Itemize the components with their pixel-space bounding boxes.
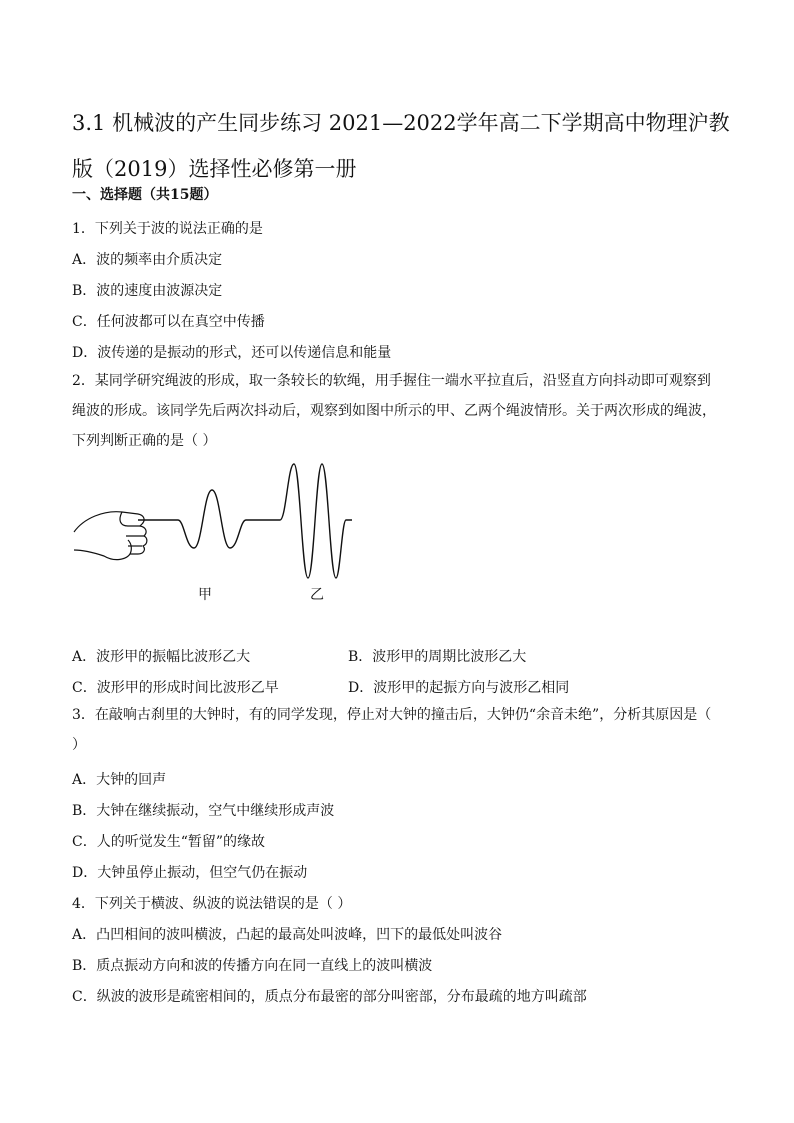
q2-option-a: A．波形甲的振幅比波形乙大 xyxy=(72,649,251,665)
document-title: 3.1 机械波的产生同步练习 2021—2022学年高二下学期高中物理沪教版（2019）选择性必修第一册 xyxy=(72,111,730,181)
section-heading: 一、选择题（共15题） xyxy=(72,187,218,203)
q4-option-a: A．凸凹相间的波叫横波，凸起的最高处叫波峰，凹下的最低处叫波谷 xyxy=(72,927,503,943)
q3-option-b: B．大钟在继续振动，空气中继续形成声波 xyxy=(72,803,335,819)
rope-line xyxy=(138,464,352,578)
q1-option-b: B．波的速度由波源决定 xyxy=(72,283,223,299)
q1-option-a: A．波的频率由介质决定 xyxy=(72,252,223,268)
q2-option-d: D．波形甲的起振方向与波形乙相同 xyxy=(348,680,570,696)
q3-stem: 3．在敲响古刹里的大钟时，有的同学发现，停止对大钟的撞击后，大钟仍“余音未绝”，分析其原因是（ ） xyxy=(72,707,712,753)
q2-option-b: B．波形甲的周期比波形乙大 xyxy=(348,649,527,665)
rope-wave-figure xyxy=(70,458,370,608)
wave-label-yi: 乙 xyxy=(310,587,324,603)
q4-option-b: B．质点振动方向和波的传播方向在同一直线上的波叫横波 xyxy=(72,958,433,974)
q2-stem: 2．某同学研究绳波的形成，取一条较长的软绳，用手握住一端水平拉直后，沿竖直方向抖动即可观察到绳波的形成。该同学先后两次抖动后，观察到如图中所示的甲、乙两个绳波情形。关于两次形成的绳波，下列判断正确的是（ ） xyxy=(72,373,716,449)
q3-option-d: D．大钟虽停止振动，但空气仍在振动 xyxy=(72,865,308,881)
wave-label-jia: 甲 xyxy=(198,587,212,603)
rope-wave-diagram xyxy=(70,458,370,608)
q2-option-c: C．波形甲的形成时间比波形乙早 xyxy=(72,680,279,696)
q1-stem: 1．下列关于波的说法正确的是 xyxy=(72,221,263,237)
q3-option-c: C．人的听觉发生“暂留”的缘故 xyxy=(72,834,266,850)
hand-illustration xyxy=(74,512,147,560)
q3-option-a: A．大钟的回声 xyxy=(72,772,167,788)
q1-option-d: D．波传递的是振动的形式，还可以传递信息和能量 xyxy=(72,345,392,361)
q4-option-c: C．纵波的波形是疏密相间的，质点分布最密的部分叫密部，分布最疏的地方叫疏部 xyxy=(72,989,587,1005)
q1-option-c: C．任何波都可以在真空中传播 xyxy=(72,314,265,330)
q4-stem: 4．下列关于横波、纵波的说法错误的是（ ） xyxy=(72,896,352,912)
